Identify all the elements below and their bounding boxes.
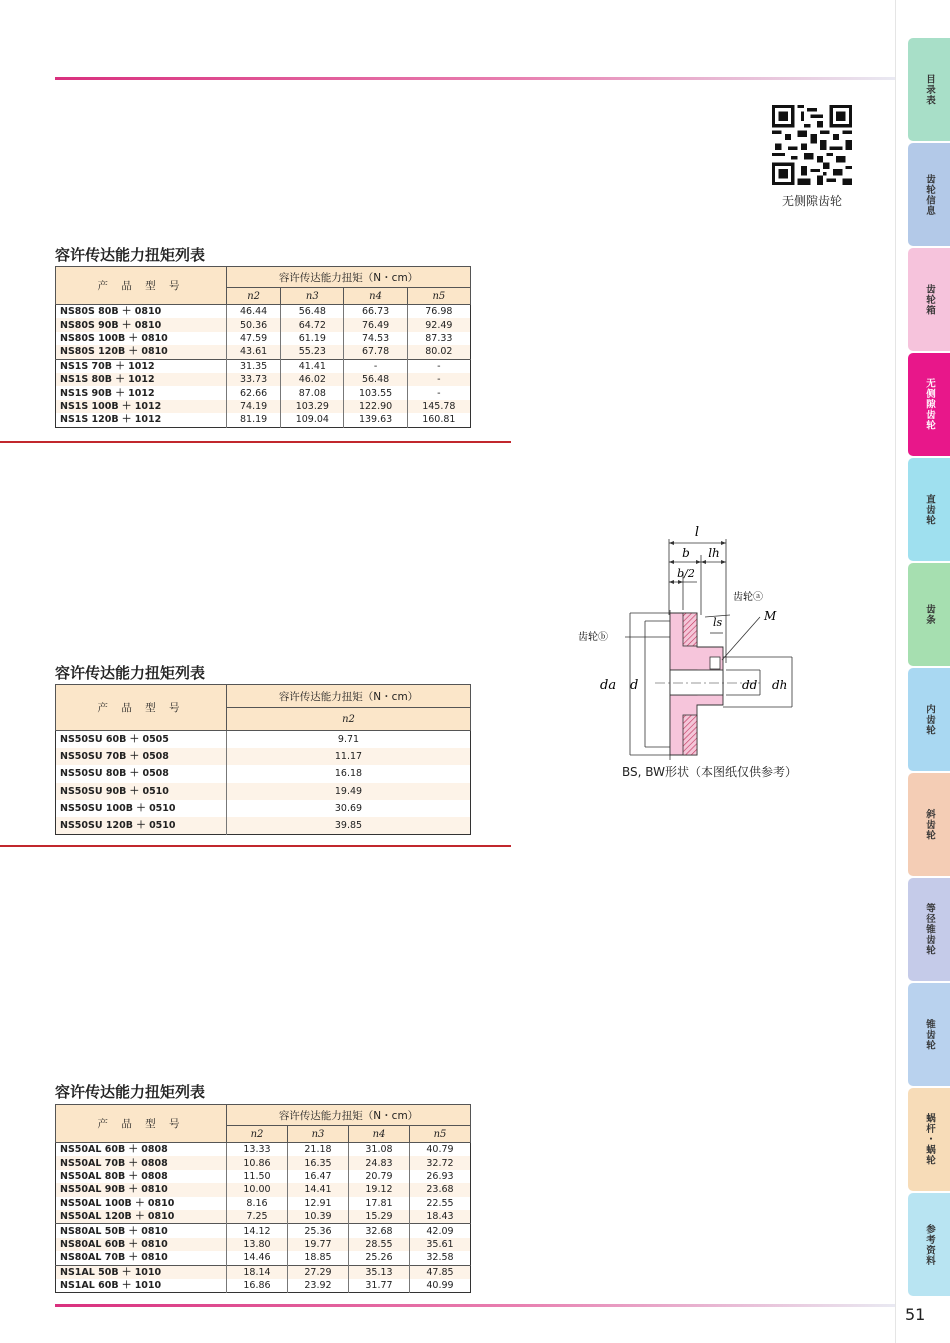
page-number: 51 — [905, 1305, 926, 1324]
table-row — [56, 359, 471, 373]
torque-cell: 13.80 — [227, 1238, 288, 1251]
column-header: n4 — [349, 1126, 410, 1143]
torque-cell: 21.18 — [288, 1143, 349, 1157]
torque-cell: 19.77 — [288, 1238, 349, 1251]
table-body — [56, 731, 471, 835]
table-row — [56, 1143, 471, 1157]
table-row — [56, 748, 471, 765]
table-row — [56, 1279, 471, 1293]
torque-cell: 35.61 — [410, 1238, 471, 1251]
section-divider — [0, 441, 511, 443]
torque-cell: 14.12 — [227, 1224, 288, 1238]
diagram-caption: BS, BW形状（本图纸仅供参考） — [622, 765, 797, 779]
bottom-gradient-rule — [55, 1304, 895, 1307]
torque-cell: 40.99 — [410, 1279, 471, 1293]
torque-cell: 47.59 — [227, 332, 281, 345]
model-cell: NS50SU 80B ＋ 0508 — [56, 765, 227, 782]
torque-cell: 14.41 — [288, 1183, 349, 1196]
torque-cell: 80.02 — [407, 345, 470, 359]
margin-line — [895, 0, 896, 1343]
dim-ls-label: ls — [713, 616, 723, 629]
chapter-tab-label: 等径锥齿轮 — [924, 903, 935, 956]
chapter-tab[interactable] — [908, 38, 950, 141]
table-body — [56, 1143, 471, 1293]
torque-cell: 20.79 — [349, 1170, 410, 1183]
torque-cell: 74.19 — [227, 400, 281, 413]
torque-cell: 16.18 — [227, 765, 471, 782]
torque-cell: 25.26 — [349, 1251, 410, 1265]
table-row — [56, 800, 471, 817]
model-cell: NS50SU 100B ＋ 0510 — [56, 800, 227, 817]
gear-b-label: 齿轮ⓑ — [578, 632, 608, 643]
table-row — [56, 386, 471, 399]
model-cell: NS50AL 80B ＋ 0808 — [56, 1170, 227, 1183]
model-cell: NS50AL 120B ＋ 0810 — [56, 1210, 227, 1224]
dim-lh-label: lh — [708, 546, 720, 560]
dim-d-label: d — [630, 678, 639, 693]
model-cell: NS50SU 60B ＋ 0505 — [56, 731, 227, 749]
dim-dd-label: dd — [742, 678, 758, 692]
torque-cell: 13.33 — [227, 1143, 288, 1157]
model-cell: NS80AL 50B ＋ 0810 — [56, 1224, 227, 1238]
torque-cell: 10.86 — [227, 1156, 288, 1169]
torque-cell: 30.69 — [227, 800, 471, 817]
unit-header: 容许传达能力扭矩（N・cm） — [227, 685, 471, 708]
torque-cell: - — [407, 359, 470, 373]
torque-table-ns50su — [55, 684, 471, 835]
model-cell: NS80AL 60B ＋ 0810 — [56, 1238, 227, 1251]
torque-cell: 23.68 — [410, 1183, 471, 1196]
dim-b-label: b — [682, 546, 690, 560]
model-cell: NS80AL 70B ＋ 0810 — [56, 1251, 227, 1265]
torque-cell: 32.58 — [410, 1251, 471, 1265]
table-row — [56, 400, 471, 413]
column-header: n2 — [227, 708, 471, 731]
table-row — [56, 1183, 471, 1196]
torque-table-ns50al-ns1al — [55, 1104, 471, 1293]
gear-section-diagram — [570, 525, 810, 770]
torque-cell: 11.50 — [227, 1170, 288, 1183]
model-cell: NS1AL 50B ＋ 1010 — [56, 1265, 227, 1279]
model-header: 产 品 型 号 — [56, 685, 227, 731]
model-cell: NS50SU 120B ＋ 0510 — [56, 817, 227, 835]
gear-a-label: 齿轮ⓐ — [733, 592, 763, 603]
chapter-tab-label: 参考资料 — [924, 1223, 935, 1266]
torque-cell: 12.91 — [288, 1197, 349, 1210]
torque-cell: 42.09 — [410, 1224, 471, 1238]
dim-l-label: l — [694, 525, 700, 540]
torque-cell: 11.17 — [227, 748, 471, 765]
table-row — [56, 765, 471, 782]
model-cell: NS50AL 60B ＋ 0808 — [56, 1143, 227, 1157]
torque-cell: 109.04 — [281, 413, 344, 427]
section-divider — [0, 845, 511, 847]
table-row — [56, 1265, 471, 1279]
chapter-tab[interactable] — [908, 248, 950, 351]
unit-header: 容许传达能力扭矩（N・cm） — [227, 1105, 471, 1126]
torque-cell: 56.48 — [344, 373, 407, 386]
torque-cell: - — [407, 386, 470, 399]
torque-cell: 139.63 — [344, 413, 407, 427]
model-cell: NS1S 90B ＋ 1012 — [56, 386, 227, 399]
table-row — [56, 1197, 471, 1210]
table-row — [56, 345, 471, 359]
model-cell: NS1AL 60B ＋ 1010 — [56, 1279, 227, 1293]
chapter-tab[interactable] — [908, 668, 950, 771]
table-row — [56, 1210, 471, 1224]
section-title: 容许传达能力扭矩列表 — [55, 664, 206, 682]
chapter-tab-label: 齿轮信息 — [924, 173, 935, 216]
chapter-tab[interactable] — [908, 563, 950, 666]
section-title: 容许传达能力扭矩列表 — [55, 246, 206, 264]
chapter-tab-label: 齿条 — [924, 604, 935, 625]
torque-cell: 39.85 — [227, 817, 471, 835]
torque-cell: 122.90 — [344, 400, 407, 413]
torque-cell: 92.49 — [407, 318, 470, 331]
chapter-tab[interactable] — [908, 1088, 950, 1191]
chapter-tab-label: 齿轮箱 — [924, 283, 935, 316]
torque-cell: 47.85 — [410, 1265, 471, 1279]
model-cell: NS50SU 70B ＋ 0508 — [56, 748, 227, 765]
qr-code-icon — [772, 105, 852, 185]
table-row — [56, 1238, 471, 1251]
torque-cell: 14.46 — [227, 1251, 288, 1265]
table-row — [56, 413, 471, 427]
torque-cell: 17.81 — [349, 1197, 410, 1210]
torque-cell: 32.68 — [349, 1224, 410, 1238]
chapter-tab[interactable] — [908, 773, 950, 876]
torque-cell: 33.73 — [227, 373, 281, 386]
torque-cell: 27.29 — [288, 1265, 349, 1279]
model-cell: NS50AL 90B ＋ 0810 — [56, 1183, 227, 1196]
chapter-tab[interactable] — [908, 143, 950, 246]
unit-header: 容许传达能力扭矩（N・cm） — [227, 267, 471, 288]
chapter-tab[interactable] — [908, 983, 950, 1086]
torque-cell: 15.29 — [349, 1210, 410, 1224]
torque-cell: - — [407, 373, 470, 386]
column-header: n5 — [407, 288, 470, 305]
torque-cell: 50.36 — [227, 318, 281, 331]
model-cell: NS80S 80B ＋ 0810 — [56, 305, 227, 319]
model-cell: NS1S 80B ＋ 1012 — [56, 373, 227, 386]
table-row — [56, 305, 471, 319]
torque-cell: 56.48 — [281, 305, 344, 319]
model-cell: NS1S 100B ＋ 1012 — [56, 400, 227, 413]
dim-dh-label: dh — [772, 678, 788, 692]
chapter-tab-label: 目录表 — [924, 73, 935, 106]
torque-cell: 9.71 — [227, 731, 471, 749]
torque-cell: 10.00 — [227, 1183, 288, 1196]
torque-cell: 19.49 — [227, 783, 471, 800]
torque-cell: 7.25 — [227, 1210, 288, 1224]
torque-cell: 31.77 — [349, 1279, 410, 1293]
torque-cell: 16.86 — [227, 1279, 288, 1293]
torque-cell: 28.55 — [349, 1238, 410, 1251]
table-row — [56, 332, 471, 345]
table-row — [56, 783, 471, 800]
top-gradient-rule — [55, 77, 895, 80]
model-cell: NS80S 90B ＋ 0810 — [56, 318, 227, 331]
torque-cell: 24.83 — [349, 1156, 410, 1169]
torque-cell: 41.41 — [281, 359, 344, 373]
torque-cell: 26.93 — [410, 1170, 471, 1183]
torque-cell: 64.72 — [281, 318, 344, 331]
model-header: 产 品 型 号 — [56, 1105, 227, 1143]
torque-cell: 18.85 — [288, 1251, 349, 1265]
torque-cell: 16.35 — [288, 1156, 349, 1169]
torque-cell: 67.78 — [344, 345, 407, 359]
model-cell: NS50AL 100B ＋ 0810 — [56, 1197, 227, 1210]
torque-cell: 76.49 — [344, 318, 407, 331]
torque-cell: 61.19 — [281, 332, 344, 345]
torque-cell: 22.55 — [410, 1197, 471, 1210]
model-cell: NS80S 120B ＋ 0810 — [56, 345, 227, 359]
chapter-tab[interactable] — [908, 353, 950, 456]
chapter-tab-label: 锥齿轮 — [924, 1018, 935, 1051]
torque-cell: 103.29 — [281, 400, 344, 413]
torque-cell: 76.98 — [407, 305, 470, 319]
torque-cell: 66.73 — [344, 305, 407, 319]
torque-cell: 40.79 — [410, 1143, 471, 1157]
dim-m-label: M — [764, 609, 777, 623]
column-header: n4 — [344, 288, 407, 305]
torque-cell: 31.35 — [227, 359, 281, 373]
table-row — [56, 1170, 471, 1183]
chapter-tab[interactable] — [908, 878, 950, 981]
torque-cell: 10.39 — [288, 1210, 349, 1224]
model-cell: NS50SU 90B ＋ 0510 — [56, 783, 227, 800]
model-cell: NS80S 100B ＋ 0810 — [56, 332, 227, 345]
chapter-tab-label: 蜗杆・蜗轮 — [924, 1113, 935, 1166]
table-row — [56, 318, 471, 331]
torque-cell: 8.16 — [227, 1197, 288, 1210]
dim-b-half-label: b/2 — [677, 567, 695, 580]
table-row — [56, 1156, 471, 1169]
column-header: n3 — [288, 1126, 349, 1143]
torque-cell: - — [344, 359, 407, 373]
table-row — [56, 731, 471, 749]
table-row — [56, 1224, 471, 1238]
torque-cell: 43.61 — [227, 345, 281, 359]
chapter-tabs — [908, 38, 950, 1298]
dim-da-label: da — [600, 678, 617, 693]
section-title: 容许传达能力扭矩列表 — [55, 1083, 206, 1101]
torque-cell: 18.43 — [410, 1210, 471, 1224]
chapter-tab-label: 直齿轮 — [924, 493, 935, 526]
model-cell: NS1S 120B ＋ 1012 — [56, 413, 227, 427]
torque-cell: 87.33 — [407, 332, 470, 345]
model-cell: NS1S 70B ＋ 1012 — [56, 359, 227, 373]
torque-cell: 32.72 — [410, 1156, 471, 1169]
column-header: n2 — [227, 288, 281, 305]
model-cell: NS50AL 70B ＋ 0808 — [56, 1156, 227, 1169]
chapter-tab-label: 无侧隙齿轮 — [924, 378, 935, 431]
column-header: n5 — [410, 1126, 471, 1143]
torque-cell: 87.08 — [281, 386, 344, 399]
model-header: 产 品 型 号 — [56, 267, 227, 305]
chapter-tab[interactable] — [908, 1193, 950, 1296]
torque-cell: 18.14 — [227, 1265, 288, 1279]
column-header: n3 — [281, 288, 344, 305]
torque-cell: 62.66 — [227, 386, 281, 399]
torque-cell: 145.78 — [407, 400, 470, 413]
torque-cell: 16.47 — [288, 1170, 349, 1183]
table-body — [56, 305, 471, 428]
torque-cell: 74.53 — [344, 332, 407, 345]
torque-table-ns80s-ns1s — [55, 266, 471, 428]
table-row — [56, 817, 471, 835]
torque-cell: 19.12 — [349, 1183, 410, 1196]
qr-caption: 无侧隙齿轮 — [781, 194, 842, 208]
torque-cell: 46.44 — [227, 305, 281, 319]
column-header: n2 — [227, 1126, 288, 1143]
chapter-tab-label: 内齿轮 — [924, 703, 935, 736]
torque-cell: 35.13 — [349, 1265, 410, 1279]
torque-cell: 25.36 — [288, 1224, 349, 1238]
torque-cell: 55.23 — [281, 345, 344, 359]
torque-cell: 103.55 — [344, 386, 407, 399]
table-row — [56, 1251, 471, 1265]
torque-cell: 160.81 — [407, 413, 470, 427]
torque-cell: 81.19 — [227, 413, 281, 427]
chapter-tab[interactable] — [908, 458, 950, 561]
torque-cell: 46.02 — [281, 373, 344, 386]
torque-cell: 23.92 — [288, 1279, 349, 1293]
table-row — [56, 373, 471, 386]
chapter-tab-label: 斜齿轮 — [924, 808, 935, 841]
torque-cell: 31.08 — [349, 1143, 410, 1157]
